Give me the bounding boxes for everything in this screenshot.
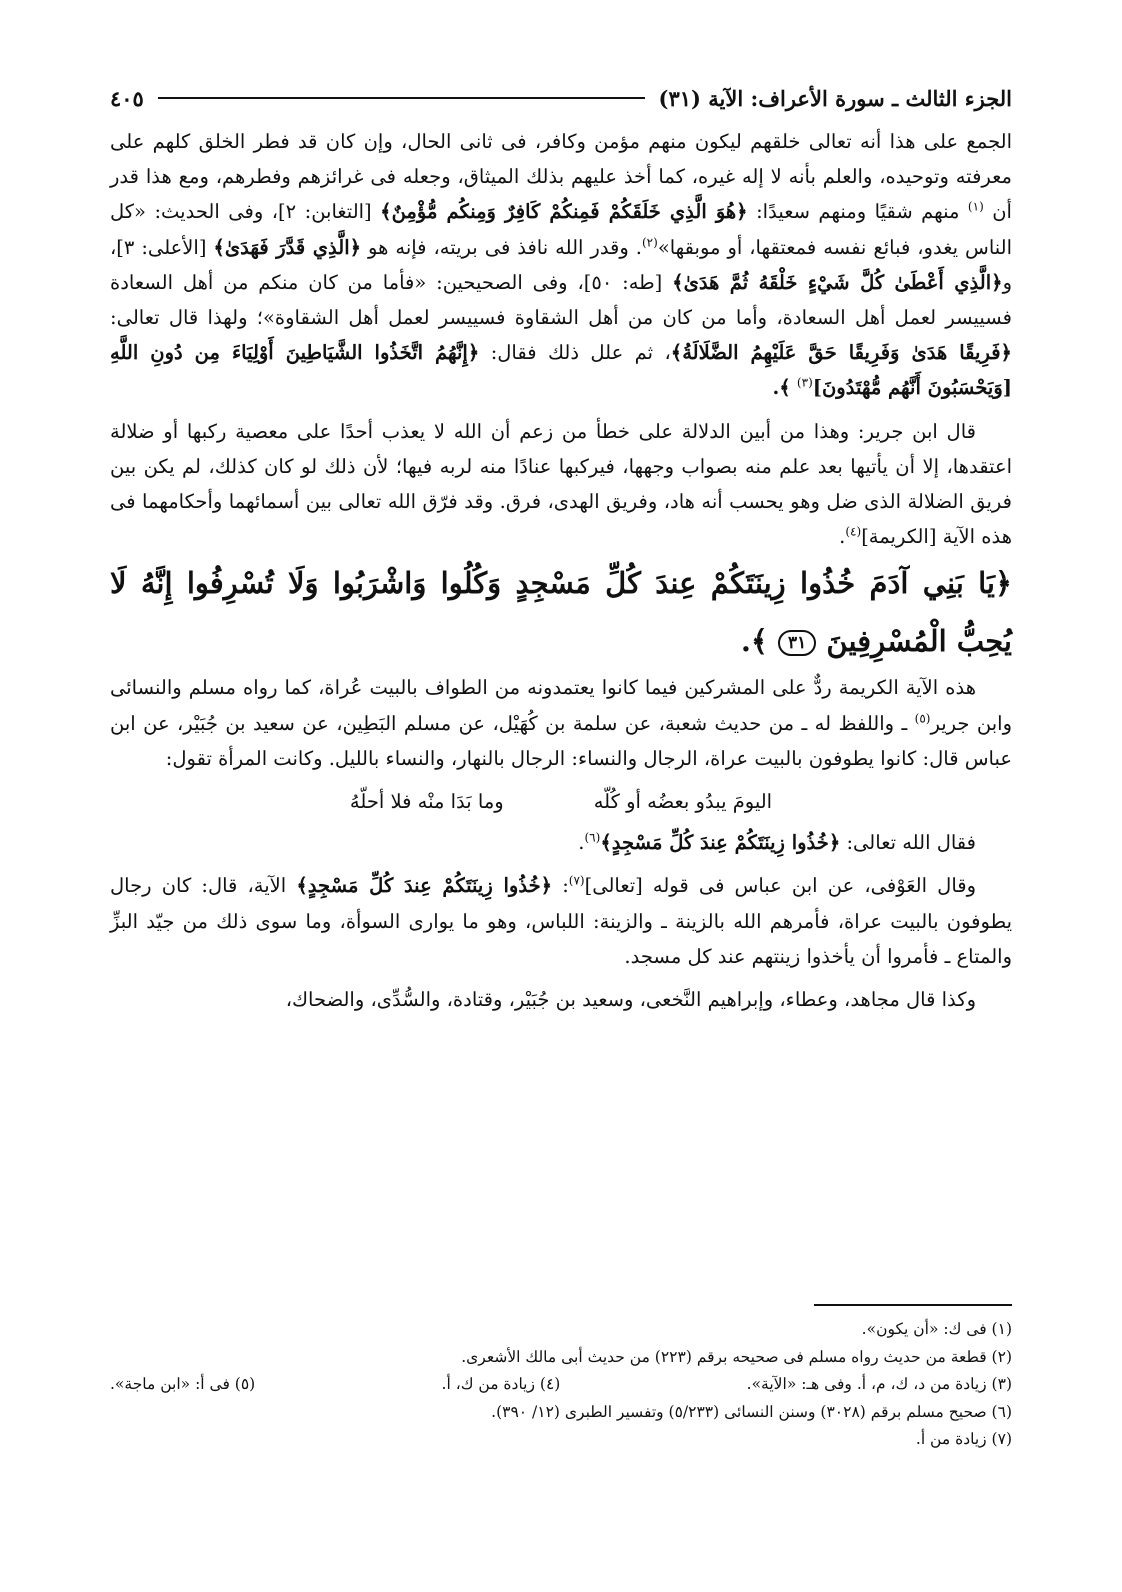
poem-hemistich-2: وما بَدَا منْه فلا أحلّهُ [349,790,504,814]
p1-line2: كلهم على معرفته وتوحيده، والعلم بأنه لا إله غيره، كما أخذ عليهم بذلك الميثاق، وجعله فى [110,130,1012,189]
quran-quote-taha: ﴿الَّذِي أَعْطَىٰ كُلَّ شَيْءٍ خَلْقَهُ ثُمَّ هَدَىٰ﴾ [672,270,1003,294]
p4-end: . [578,831,585,855]
footnote-7: (٧) زيادة من أ. [915,1430,1012,1449]
quran-quote-ala: ﴿الَّذِي قَدَّرَ فَهَدَىٰ﴾ [213,235,362,259]
verse-number-badge: ٣١ [778,630,816,656]
p5-text: وقال العَوْفى، عن ابن عباس فى قوله [تعالى] [584,874,977,898]
footnote-row-3-5 [110,1371,1012,1399]
header-rule [158,97,645,99]
spacer [110,860,1012,868]
p1-line3: غرائزهم وفطرهم، ومع هذا قدر أن [110,165,1012,224]
footnote-3: (٣) زيادة من د، ك، م، أ. وفى هـ: «الآية». [746,1375,1012,1394]
paragraph-5 [110,868,1012,974]
spacer [110,406,1012,414]
p1-line5b: [الأعلى: ٣]، و [110,235,1012,294]
p1-line6: [طه: ٥٠]، وفى الصحيحين: «فأما من كان منكم من أهل السعادة فسييسر لعمل أهل السعادة، وأما من كان من أهل الشقاوة فسييسر لعمل أهل الشقاوة»؛ ولهذا قال تعالى: [110,270,1012,330]
verse-text: ﴿يَا بَنِي آدَمَ خُذُوا زِينَتَكُمْ عِندَ كُلِّ مَسْجِدٍ وَكُلُوا وَاشْرَبُوا وَلَا تُسْرِفُوا إِنَّهُ لَا يُحِبُّ الْمُسْرِفِينَ [110,566,1012,659]
p1-line3b: منهم شقيًا ومنهم سعيدًا: [756,200,960,224]
header-title: الجزء الثالث ـ سورة الأعراف: الآية (٣١) [658,85,1012,111]
quran-quote-a3raf-30: ﴿فَرِيقًا هَدَىٰ وَفَرِيقًا حَقَّ عَلَيْهِمُ الضَّلَالَةُ﴾ [670,341,1012,365]
footnote-6: (٦) صحيح مسلم برقم (٣٠٢٨) وسنن النسائى (٥/٢٣٣) وتفسير الطبرى (١٢/ ٣٩٠). [491,1402,1012,1421]
footnote-1: (١) فى ك: «أن يكون». [861,1320,1012,1338]
footnote-mark-2: (٢) [641,235,658,250]
footnote-mark-6: (٦) [584,830,601,845]
footnote-rule [814,1304,1012,1306]
paragraph-1: الجمع على هذا أنه تعالى خلقهم ليكون منهم مؤمن وكافر، فى ثانى الحال، وإن كان قد فطر الخلق كلهم على معرفته وتوحيده، والعلم بأنه لا إله غيره، كما أخذ عليهم بذلك الميثاق، وجعله فى غرائزهم وفطرهم، ومع هذا قدر أن $^{(١)}$ منهم شقيًا ومنهم سعيدًا: ﴿هُوَ الَّذِي خَلَقَكُمْ فَمِنكُمْ كَافِرٌ وَمِنكُم مُّؤْمِنٌ﴾ [التغابن: ٢]، وفى الحديث: «كل الناس يغدو، فبائع نفسه فمعتقها، أو موبقها»$^{(٢)}$. وقدر الله نافذ فى بريته، فإنه هو ﴿الَّذِي قَدَّرَ فَهَدَىٰ﴾ [الأعلى: ٣]، و﴿الَّذِي أَعْطَىٰ كُلَّ شَيْءٍ خَلْقَهُ ثُمَّ هَدَىٰ﴾ [طه: ٥٠]، وفى الصحيحين: «فأما من كان منكم من أهل السعادة فسييسر لعمل أهل السعادة، وأما من كان من أهل الشقاوة فسييسر لعمل أهل الشقاوة»؛ ولهذا قال تعالى: ﴿فَرِيقًا هَدَىٰ وَفَرِيقًا حَقَّ عَلَيْهِمُ الضَّلَالَةُ﴾، ثم علل ذلك فقال: ﴿إِنَّهُمُ اتَّخَذُوا الشَّيَاطِينَ أَوْلِيَاءَ مِن دُونِ اللَّهِ [وَيَحْسَبُونَ أَنَّهُم مُّهْتَدُونَ]$^{(٣)}$ ﴾. [110,130,1013,400]
paragraph-3 [110,670,1012,776]
verse-heading [110,554,1012,670]
footnote-mark-7: (٧) [568,873,585,888]
p2-end: . [839,525,846,549]
quran-quote-31a: ﴿خُذُوا زِينَتَكُمْ عِندَ كُلِّ مَسْجِدٍ﴾ [600,831,841,855]
p4-text: فقال الله تعالى: [846,831,976,855]
footnote-mark-4: (٤) [845,524,862,539]
p1-line1: الجمع على هذا أنه تعالى خلقهم ليكون منهم مؤمن وكافر، فى ثانى الحال، وإن كان قد فطر الخلق [198,130,1013,153]
paragraph-6 [110,982,1012,1017]
paragraph-2 [110,414,1012,555]
footnote-2: (٢) قطعة من حديث رواه مسلم فى صحيحه برقم (٢٢٣) من حديث أبى مالك الأشعرى. [461,1347,1012,1366]
running-header [110,80,1012,116]
poem-hemistich-1: اليومَ يبدُو بعضُه أو كُلّه [593,790,773,814]
quran-quote-31b: ﴿خُذُوا زِينَتَكُمْ عِندَ كُلِّ مَسْجِدٍ﴾ [296,874,553,898]
p2-text: قال ابن جرير: وهذا من أبين الدلالة على خطأ من زعم أن الله لا يعذب أحدًا على معصية ركبها أو ضلالة اعتقدها، إلا أن يأتيها بعد علم منه بصواب وجهها، فيركبها عنادًا منه لربه فيها؛ لأن ذلك لو كان كذلك، لم يكن بين فريق الضلالة الذى ضل وهو يحسب أنه هاد، وفريق الهدى، فرق. وقد فرّق الله تعالى بين أسمائهما وأحكامهما فى هذه الآية [الكريمة] [110,419,1012,549]
footnote-mark-1: (١) [967,199,984,214]
footnote-mark-3: (٣) [796,375,813,390]
footnote-5: (٥) فى أ: «ابن ماجة». [110,1375,256,1394]
quran-quote-taghabun: ﴿هُوَ الَّذِي خَلَقَكُمْ فَمِنكُمْ كَافِرٌ وَمِنكُم مُّؤْمِنٌ﴾ [380,200,748,224]
p5-colon: : [562,874,569,898]
footnote-mark-5: (٥) [914,711,931,726]
footnote-4: (٤) زيادة من ك، أ. [441,1375,561,1394]
p3-text2: ـ واللفظ له ـ من حديث شعبة، عن سلمة بن كُهَيْل، عن مسلم البَطِين، عن سعيد بن جُبَيْر، عن ابن عباس قال: كانوا يطوفون بالبيت عراة، الرجال والنساء: الرجال بالنهار، والنساء بالليل. وكانت المرأة تقول: [110,711,1012,770]
p1-line4: [التغابن: ٢]، وفى الحديث: «كل الناس يغدو، فبائع نفسه فمعتقها، أو موبقها» [110,200,1013,259]
p6-text: وكذا قال مجاهد، وعطاء، وإبراهيم النَّخعى، وسعيد بن جُبَيْر، وقتادة، والسُّدِّى، والضحاك، [285,988,976,1012]
p1-line7: ، ثم علل ذلك فقال: [490,341,671,365]
p1-line5: وقدر الله نافذ فى بريته، فإنه هو [368,235,629,259]
footnotes [110,1316,1012,1454]
page-number: ٤٠٥ [110,85,144,111]
spacer [110,974,1012,982]
p5-text2: الآية، قال: كان رجال يطوفون بالبيت عراة، فأمرهم الله بالزينة ـ والزينة: اللباس، وهو ما يوارى السوأة، وما سوى ذلك من جيّد البزِّ والمتاع ـ فأمروا أن يأخذوا زينتهم عند كل مسجد. [110,874,1012,968]
paragraph-4 [110,825,1012,860]
quran-quote-a3raf-30b: ﴿إِنَّهُمُ اتَّخَذُوا الشَّيَاطِينَ أَوْلِيَاءَ مِن دُونِ اللَّهِ [وَيَحْسَبُونَ أَنَّهُم مُّهْتَدُونَ] [110,341,1012,400]
main-text [110,124,1012,1017]
quran-close-bracket: ﴾. [772,376,791,400]
p3-text: هذه الآية الكريمة ردٌّ على المشركين فيما كانوا يعتمدونه من الطواف بالبيت عُراة، كما رواه مسلم والنسائى وابن جرير [110,676,1012,735]
poem-verse [110,784,1012,819]
verse-end: ﴾. [740,624,768,659]
